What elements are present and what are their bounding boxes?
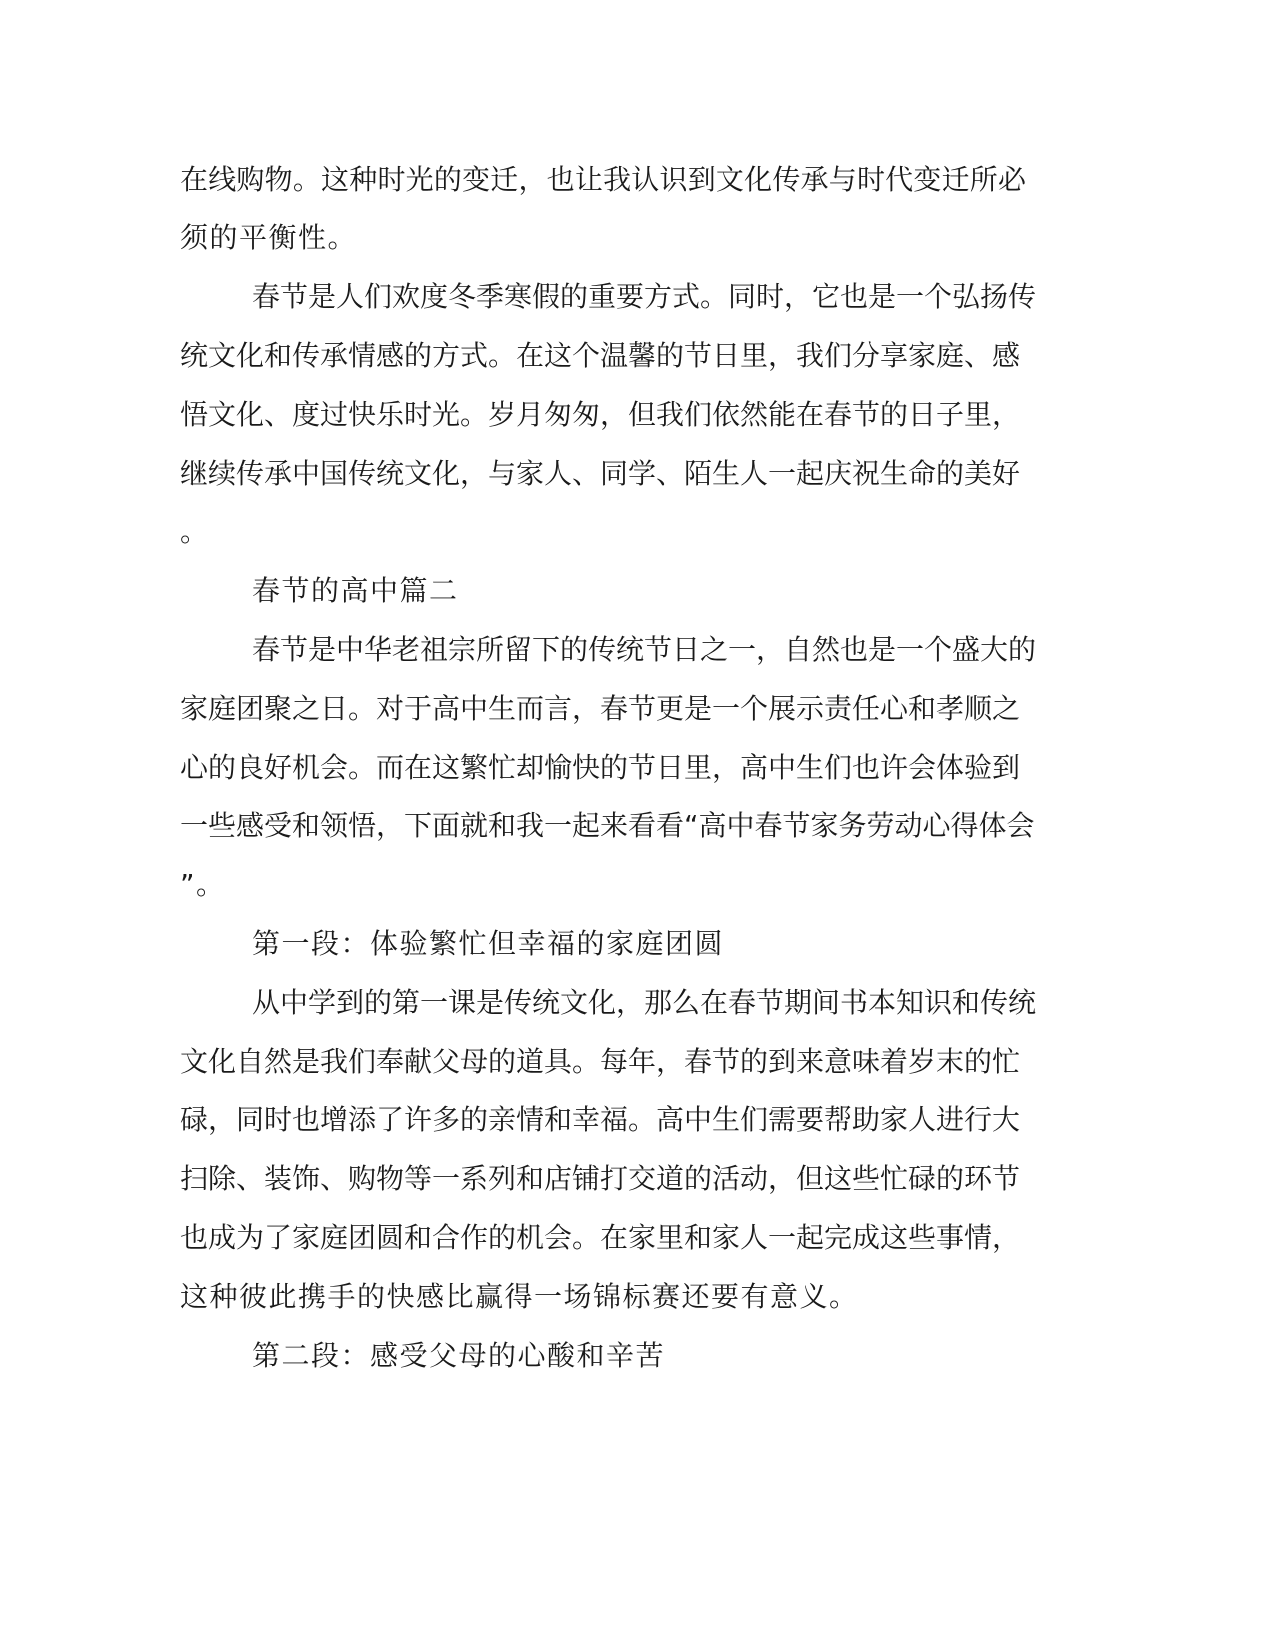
text-line: 也成为了家庭团圆和合作的机会。在家里和家人一起完成这些事情， (180, 1221, 1021, 1254)
text-line: 春节是人们欢度冬季寒假的重要方式。同时，它也是一个弘扬传 (252, 280, 1037, 313)
section-heading: 春节的高中篇二 (252, 574, 459, 607)
text-line: 在线购物。这种时光的变迁，也让我认识到文化传承与时代变迁所必 (180, 163, 1026, 196)
text-line: ”。 (180, 868, 226, 901)
text-line: 。 (180, 515, 210, 548)
text-line: 这种彼此携手的快感比赢得一场锦标赛还要有意义。 (180, 1280, 859, 1313)
text-line: 须的平衡性。 (180, 221, 358, 254)
text-line: 一些感受和领悟，下面就和我一起来看看“高中春节家务劳动心得体会 (180, 809, 1035, 842)
text-line: 春节是中华老祖宗所留下的传统节日之一，自然也是一个盛大的 (252, 633, 1037, 666)
text-line: 继续传承中国传统文化，与家人、同学、陌生人一起庆祝生命的美好 (180, 457, 1021, 490)
text-line: 文化自然是我们奉献父母的道具。每年，春节的到来意味着岁末的忙 (180, 1045, 1021, 1078)
text-line: 悟文化、度过快乐时光。岁月匆匆，但我们依然能在春节的日子里， (180, 398, 1021, 431)
text-line: 统文化和传承情感的方式。在这个温馨的节日里，我们分享家庭、感 (180, 339, 1021, 372)
text-line: 扫除、装饰、购物等一系列和店铺打交道的活动，但这些忙碌的环节 (180, 1162, 1021, 1195)
text-line: 从中学到的第一课是传统文化，那么在春节期间书本知识和传统 (252, 986, 1037, 1019)
text-line: 碌，同时也增添了许多的亲情和幸福。高中生们需要帮助家人进行大 (180, 1103, 1021, 1136)
text-line: 家庭团聚之日。对于高中生而言，春节更是一个展示责任心和孝顺之 (180, 692, 1021, 725)
section-heading: 第一段：体验繁忙但幸福的家庭团圆 (252, 927, 725, 960)
text-line: 心的良好机会。而在这繁忙却愉快的节日里，高中生们也许会体验到 (180, 751, 1021, 784)
section-heading: 第二段：感受父母的心酸和辛苦 (252, 1339, 666, 1372)
